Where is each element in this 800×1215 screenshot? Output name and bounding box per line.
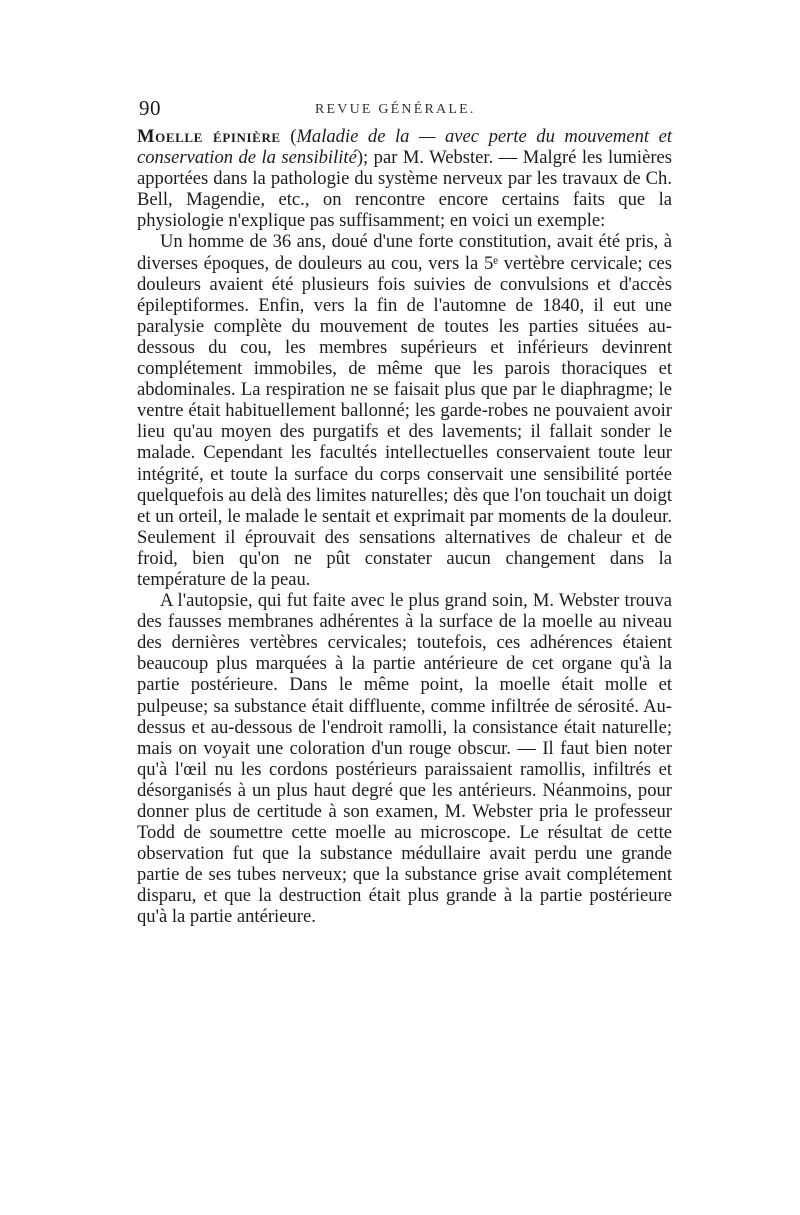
running-head [137, 92, 672, 126]
body-paragraph-case: Un homme de 36 ans, doué d'une forte constitution, avait été pris, à diverses époques, de douleurs au cou, vers la 5ᵉ vertèbre cervicale; ces douleurs avaient été plusieurs fois suivies de convulsions et d'accès épileptiformes. Enfin, vers la fin de l'automne de 1840, il eut une paralysie complète du mouvement de toutes les parties situées au-dessous du cou, les membres supérieurs et inférieurs devinrent complétement immobiles, de même que les parois thoraciques et abdominales. La respiration ne se faisait plus que par le diaphragme; le ventre était habituellement ballonné; les garde-robes ne pouvaient avoir lieu qu'au moyen des purgatifs et des lavements; il fallait sonder le malade. Cependant les facultés intellectuelles conservaient toute leur intégrité, et toute la surface du corps conservait une sensibilité portée quelquefois au delà des limites naturelles; dès que l'on touchait un doigt et un orteil, le malade le sentait et exprimait par moments de la douleur. Seulement il éprouvait des sensations alternatives de chaleur et de froid, bien qu'on ne pût constater aucun changement dans la température de la peau. [137, 231, 672, 590]
page-number: 90 [139, 96, 161, 120]
body-paragraph-autopsy: A l'autopsie, qui fut faite avec le plus grand soin, M. Webster trouva des fausses membranes adhérentes à la surface de la moelle au niveau des dernières vertèbres cervicales; toutefois, ces adhérences étaient beaucoup plus marquées à la partie antérieure de cet organe qu'à la partie postérieure. Dans le même point, la moelle était molle et pulpeuse; sa substance était diffluente, comme infiltrée de sérosité. Au-dessus et au-dessous de l'endroit ramolli, la consistance était naturelle; mais on voyait une coloration d'un rouge obscur. — Il faut bien noter qu'à l'œil nu les cordons postérieurs paraissaient ramollis, infiltrés et désorganisés à un plus haut degré que les antérieurs. Néanmoins, pour donner plus de certitude à son examen, M. Webster pria le professeur Todd de soumettre cette moelle au microscope. Le résultat de cette observation fut que la substance médullaire avait perdu une grande partie de ses tubes nerveux; que la substance grise avait complétement disparu, et que la destruction était plus grande à la partie postérieure qu'à la partie antérieure. [137, 590, 672, 928]
subtitle-close: ); [356, 147, 369, 169]
article-intro [137, 126, 672, 231]
article-heading: Moelle épinière [137, 126, 281, 147]
book-page [137, 92, 672, 928]
running-title: REVUE GÉNÉRALE. [315, 102, 476, 117]
subtitle-open: ( [290, 126, 297, 147]
article-subtitle: Maladie de la — avec perte du mouvement et conservation de la sensibilité [137, 126, 673, 169]
article-byline: par M. Webster. — Malgré les lumières apportées dans la pathologie du système nerveux par les travaux de Ch. Bell, Magendie, etc., on rencontre encore certains faits que la physiologie n'explique pas suffisamment; en voici un exemple: [137, 147, 673, 232]
